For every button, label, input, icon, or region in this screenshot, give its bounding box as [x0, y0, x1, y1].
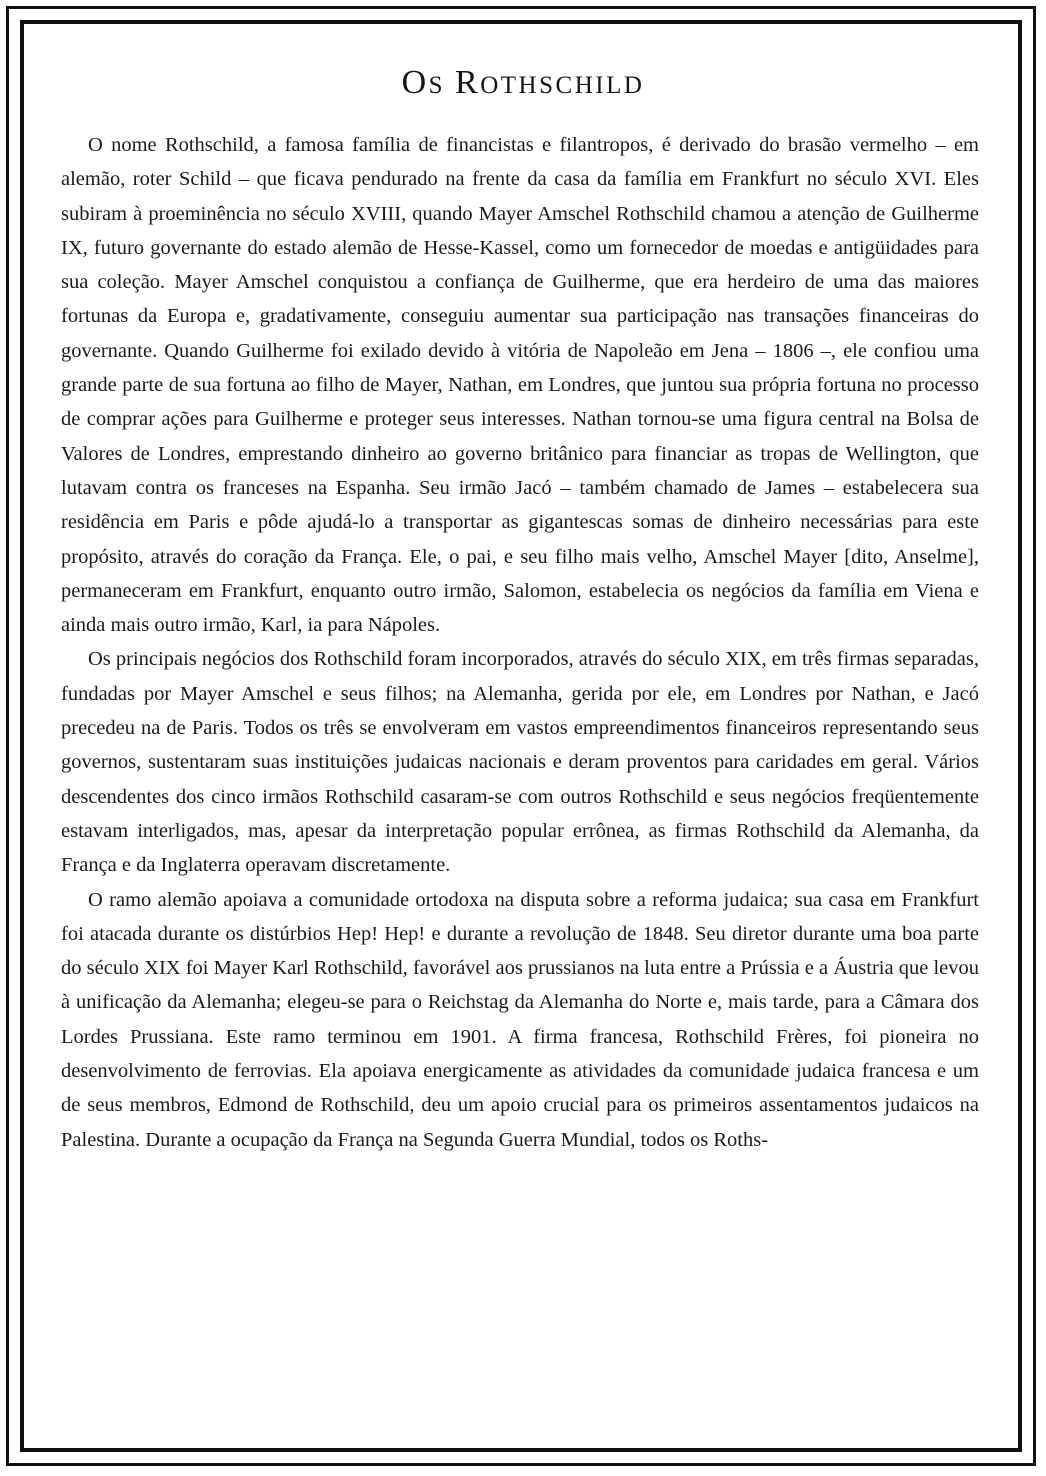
title-initial-1: O: [401, 64, 429, 101]
paragraph-2: Os principais negócios dos Rothschild foram incorporados, através do século XIX, em três firmas separadas, fundadas por Mayer Amschel e seus filhos; na Alemanha, gerida por ele, em Londres por Nathan, e Jacó precedeu na de Paris. Todos os três se envolveram em vastos empreendimentos financeiros representando seus governos, sustentaram suas instituições judaicas nacionais e deram proventos para caridades em geral. Vários descendentes dos cinco irmãos Rothschild casaram-se com outros Rothschild e seus negócios freqüentemente estavam interligados, mas, apesar da interpretação popular errônea, as firmas Rothschild da Alemanha, da França e da Inglaterra operavam discretamente.: [61, 648, 979, 877]
paragraph-1: O nome Rothschild, a famosa família de financistas e filantropos, é derivado do brasão vermelho – em alemão, roter Schild – que ficava pendurado na frente da casa da família em Frankfurt no século XVI. Eles subiram à proeminência no século XVIII, quando Mayer Amschel Rothschild chamou a atenção de Guilherme IX, futuro governante do estado alemão de Hesse-Kassel, como um fornecedor de moedas e antigüidades para sua coleção. Mayer Amschel conquistou a confiança de Guilherme, que era herdeiro de uma das maiores fortunas da Europa e, gradativamente, conseguiu aumentar sua participação nas transações financeiras do governante. Quando Guilherme foi exilado devido à vitória de Napoleão em Jena – 1806 –, ele confiou uma grande parte de sua fortuna ao filho de Mayer, Nathan, em Londres, que juntou sua própria fortuna no processo de comprar ações para Guilherme e proteger seus interesses. Nathan tornou-se uma figura central na Bolsa de Valores de Londres, emprestando dinheiro ao governo britânico para financiar as tropas de Wellington, que lutavam contra os franceses na Espanha. Seu irmão Jacó – também chamado de James – estabelecera sua residência em Paris e pôde ajudá-lo a transportar as gigantescas somas de dinheiro necessárias para este propósito, através do coração da França. Ele, o pai, e seu filho mais velho, Amschel Mayer [dito, Anselme], permaneceram em Frankfurt, enquanto outro irmão, Salomon, estabelecia os negócios da família em Viena e ainda mais outro irmão, Karl, ia para Nápoles.: [61, 134, 979, 637]
paragraph-3: O ramo alemão apoiava a comunidade ortodoxa na disputa sobre a reforma judaica; sua casa em Frankfurt foi atacada durante os distúrbios Hep! Hep! e durante a revolução de 1848. Seu diretor durante uma boa parte do século XIX foi Mayer Karl Rothschild, favorável aos prussianos na luta entre a Prússia e a Áustria que levou à unificação da Alemanha; elegeu-se para o Reichstag da Alemanha do Norte e, mais tarde, para a Câmara dos Lordes Prussiana. Este ramo terminou em 1901. A firma francesa, Rothschild Frères, foi pioneira no desenvolvimento de ferrovias. Ela apoiava energicamente as atividades da comunidade judaica francesa e um de seus membros, Edmond de Rothschild, deu um apoio crucial para os primeiros assentamentos judaicos na Palestina. Durante a ocupação da França na Segunda Guerra Mundial, todos os Roths-: [61, 888, 979, 1151]
article-body: [61, 128, 979, 1157]
page-title: [0, 64, 1046, 102]
title-initial-2: R: [455, 64, 481, 101]
title-rest-2: OTHSCHILD: [480, 72, 645, 99]
title-rest-1: S: [428, 72, 446, 99]
